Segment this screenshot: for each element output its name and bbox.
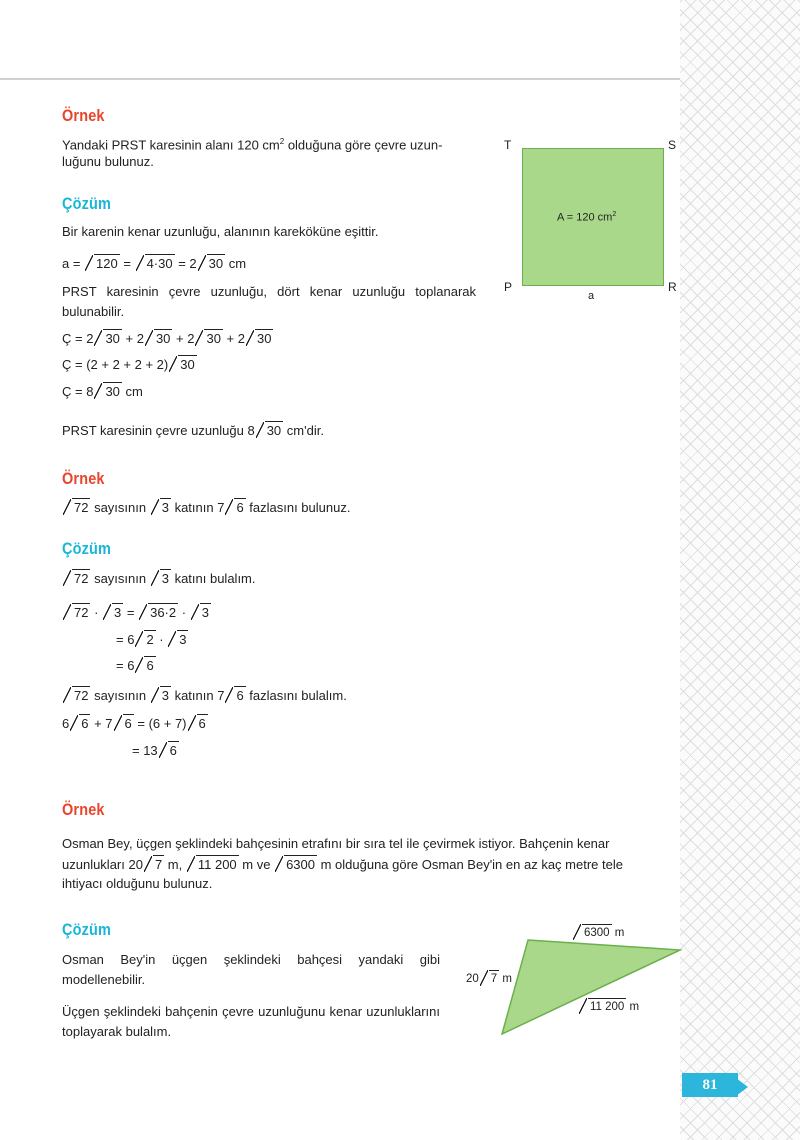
header-divider [0, 78, 680, 80]
equation: Ç = 8 30 cm [62, 382, 143, 402]
radical: 6 [135, 656, 155, 676]
radical: 30 [145, 329, 172, 349]
radical: 2 [135, 630, 155, 650]
radical: 11 200 [187, 855, 239, 875]
text: Yandaki PRST karesinin alanı 120 cm [62, 137, 280, 153]
side-label-left: 20 7 m [466, 969, 512, 989]
equation: = 13 6 [132, 741, 179, 761]
radical: 72 [63, 686, 90, 706]
example-heading: Örnek [62, 106, 105, 125]
example-question-line: ihtiyacı olduğunu bulunuz. [62, 876, 213, 891]
vertex-label-s: S [668, 138, 677, 152]
vertex-label-p: P [504, 280, 513, 294]
solution-text: Üçgen şeklindeki bahçenin çevre uzunluğunu kenar uzunluklarını toplayarak bulalım. [62, 1004, 440, 1039]
decorative-pattern [680, 0, 800, 1140]
radical: 6300 [573, 923, 612, 943]
radical: 3 [103, 603, 123, 623]
radical: 30 [94, 329, 121, 349]
side-label-top: 6300 m [572, 923, 624, 943]
solution-text: Bir karenin kenar uzunluğu, alanının kareköküne eşittir. [62, 224, 379, 239]
solution-heading: Çözüm [62, 194, 112, 213]
vertex-label-r: R [668, 280, 677, 294]
triangle-garden [490, 930, 690, 1040]
radical: 30 [256, 421, 283, 441]
radical: 72 [63, 498, 90, 518]
radical: 3 [151, 686, 171, 706]
radical: 3 [191, 603, 211, 623]
radical: 6 [225, 498, 245, 518]
radical: 11 200 [579, 997, 626, 1017]
radical: 30 [169, 355, 196, 375]
solution-text: 72 sayısının 3 katının 7 6 fazlasını bulalım. [62, 686, 347, 706]
equation: Ç = (2 + 2 + 2 + 2) 30 [62, 355, 197, 375]
example-question: 72 sayısının 3 katının 7 6 fazlasını bulunuz. [62, 498, 350, 518]
eq-part: a = [62, 256, 85, 271]
radical: 6 [159, 741, 179, 761]
radical: 6 [70, 714, 90, 734]
equation: = 6 2 · 3 [116, 630, 188, 650]
superscript: 2 [279, 137, 285, 146]
solution-text: PRST karesinin çevre uzunluğu, dört kenar uzunluğu toplanarak bulunabilir. [62, 284, 476, 319]
solution-text: Osman Bey'in üçgen şeklindeki bahçesi yandaki gibi modellenebilir. [62, 952, 440, 987]
solution-text: 72 sayısının 3 katını bulalım. [62, 569, 256, 589]
radical: 7 [480, 969, 499, 989]
radical: 72 [63, 603, 90, 623]
radical: 6 [188, 714, 208, 734]
equation: a = 120 = 4·30 = 2 30 cm [62, 254, 246, 274]
area-label: A = 120 $cm^2$ [557, 211, 617, 224]
side-label-bottom: 11 200 m [578, 997, 639, 1017]
radical: 30 [195, 329, 222, 349]
result-text: PRST karesinin çevre uzunluğu 8 30 cm'dir. [62, 421, 324, 441]
radical: 30 [246, 329, 273, 349]
radical: 120 [85, 254, 120, 274]
example-question-line: luğunu bulunuz. [62, 154, 154, 169]
radical: 6300 [275, 855, 317, 875]
radical: 30 [94, 382, 121, 402]
text: olduğuna göre çevre uzun- [284, 137, 443, 153]
radical: 6 [225, 686, 245, 706]
example-question-line: Osman Bey, üçgen şeklindeki bahçesinin etrafını bir sıra tel ile çevirmek istiyor. Bahçenin kenar [62, 836, 610, 851]
page-number-tab [736, 1078, 748, 1096]
radical: 4·30 [136, 254, 175, 274]
radical: 36·2 [139, 603, 178, 623]
radical: 30 [198, 254, 225, 274]
vertex-label-t: T [504, 138, 512, 152]
radical: 3 [151, 569, 171, 589]
example-question-line: uzunlukları 20 7 m, 11 200 m ve 6300 m olduğuna göre Osman Bey'in en az kaç metre tele [62, 855, 623, 875]
radical: 3 [168, 630, 188, 650]
example-heading: Örnek [62, 469, 105, 488]
equation: = 6 6 [116, 656, 156, 676]
page-number: 81 [682, 1073, 738, 1097]
equation: 72 · 3 = 36·2 · 3 [62, 603, 211, 623]
radical: 6 [114, 714, 134, 734]
equation: Ç = 2 30 + 2 30 + 2 30 + 2 30 [62, 329, 273, 349]
radical: 7 [144, 855, 164, 875]
equation: 6 6 + 7 6 = (6 + 7) 6 [62, 714, 208, 734]
radical: 72 [63, 569, 90, 589]
solution-heading: Çözüm [62, 920, 112, 939]
side-label: a [588, 290, 595, 302]
solution-heading: Çözüm [62, 539, 112, 558]
triangle-shape [502, 940, 680, 1034]
radical: 3 [151, 498, 171, 518]
example-heading: Örnek [62, 800, 105, 819]
